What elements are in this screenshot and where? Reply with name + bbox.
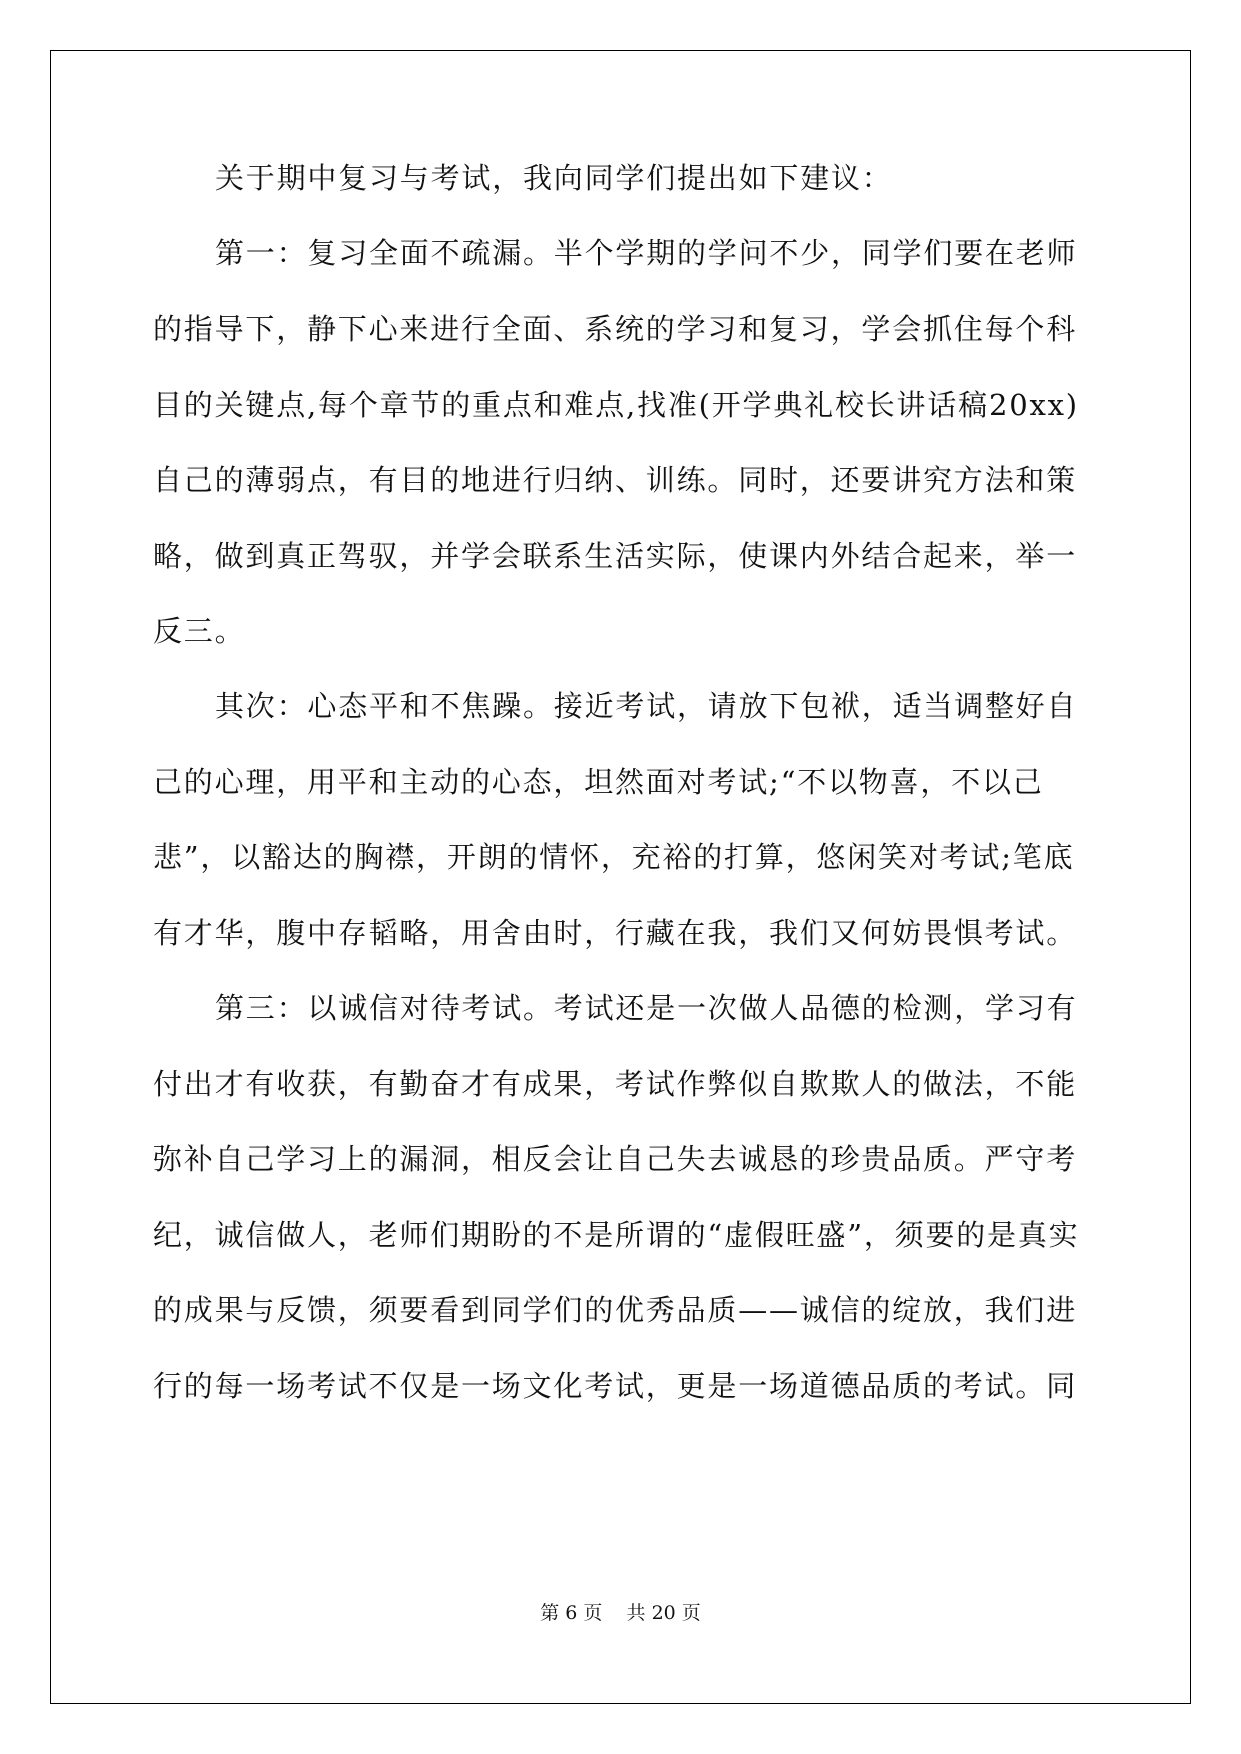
paragraph-line: 行的每一场考试不仅是一场文化考试，更是一场道德品质的考试。同 xyxy=(153,1369,1078,1403)
paragraph-line: 悲”，以豁达的胸襟，开朗的情怀，充裕的打算，悠闲笑对考试;笔底 xyxy=(153,840,1075,874)
paragraph-line: 的成果与反馈，须要看到同学们的优秀品质——诚信的绽放，我们进 xyxy=(153,1293,1078,1327)
paragraph-line: 关于期中复习与考试，我向同学们提出如下建议： xyxy=(215,161,893,195)
paragraph-line: 己的心理，用平和主动的心态，坦然面对考试;“不以物喜，不以己 xyxy=(153,765,1044,799)
paragraph-line: 付出才有收获，有勤奋才有成果，考试作弊似自欺欺人的做法，不能 xyxy=(153,1067,1078,1101)
paragraph-line: 目的关键点,每个章节的重点和难点,找准(开学典礼校长讲话稿20xx) xyxy=(153,388,1079,422)
paragraph-line: 第一：复习全面不疏漏。半个学期的学问不少，同学们要在老师 xyxy=(215,236,1078,270)
paragraph-line: 纪，诚信做人，老师们期盼的不是所谓的“虚假旺盛”，须要的是真实 xyxy=(153,1218,1080,1252)
paragraph-line: 略，做到真正驾驭，并学会联系生活实际，使课内外结合起来，举一 xyxy=(153,539,1078,573)
paragraph-line: 自己的薄弱点，有目的地进行归纳、训练。同时，还要讲究方法和策 xyxy=(153,463,1078,497)
paragraph-line: 的指导下，静下心来进行全面、系统的学习和复习，学会抓住每个科 xyxy=(153,312,1078,346)
page-frame xyxy=(50,50,1191,1704)
paragraph-line: 第三：以诚信对待考试。考试还是一次做人品德的检测，学习有 xyxy=(215,991,1078,1025)
paragraph-line: 有才华，腹中存韬略，用舍由时，行藏在我，我们又何妨畏惧考试。 xyxy=(153,916,1078,950)
paragraph-line: 反三。 xyxy=(153,614,246,648)
page-number-footer: 第 6 页 共 20 页 xyxy=(540,1602,701,1624)
paragraph-line: 其次：心态平和不焦躁。接近考试，请放下包袱，适当调整好自 xyxy=(215,689,1078,723)
paragraph-line: 弥补自己学习上的漏洞，相反会让自己失去诚恳的珍贵品质。严守考 xyxy=(153,1142,1078,1176)
